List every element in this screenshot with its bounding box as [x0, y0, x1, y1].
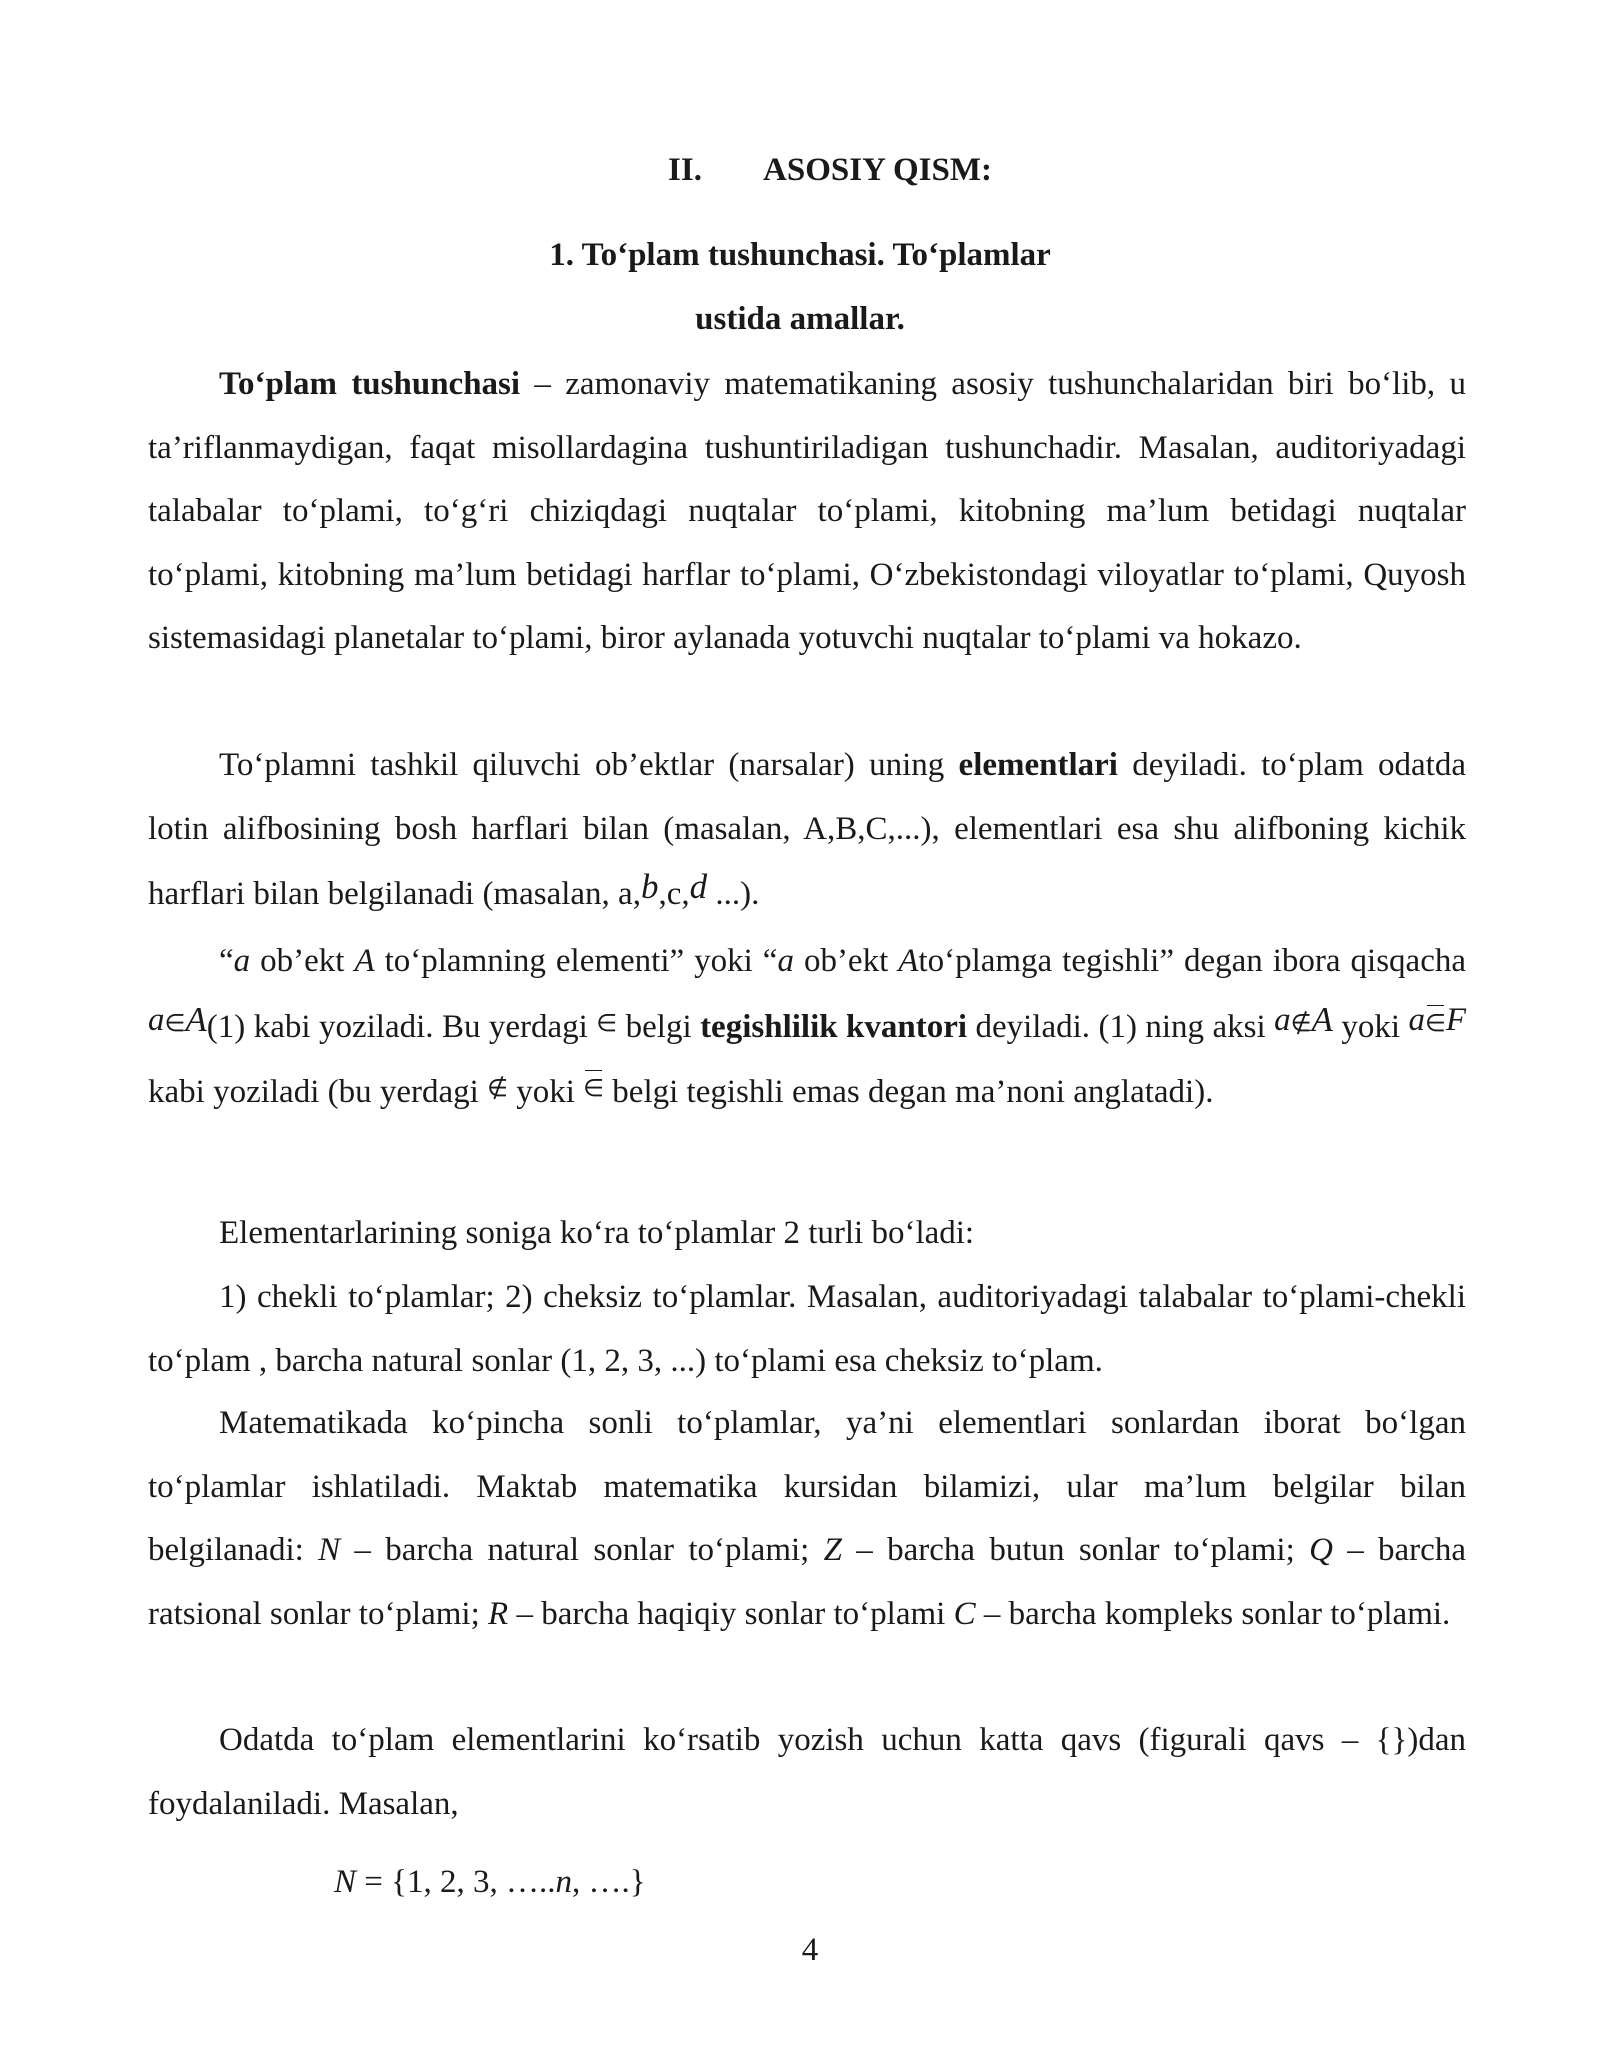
subsection-title-line2: ustida amallar. — [695, 301, 905, 337]
paragraph-types: Elementarlarining soniga ko‘ra to‘plamlar 2 turli bo‘ladi: — [219, 1215, 975, 1251]
term-set-concept: To‘plam tushunchasi — [219, 366, 521, 402]
term-membership-quantifier: tegishlilik kvantori — [700, 1008, 968, 1045]
formula-not-in-bar: a∈F — [1408, 1001, 1467, 1038]
element-of-symbol: ∈ — [596, 1008, 618, 1037]
formula-in: a∈A — [148, 999, 207, 1039]
paragraph-elements: To‘plamni tashkil qiluvchi ob’ektlar (narsalar) uning elementlari deyiladi. to‘plam odatda lotin alifbosining bosh harflari bilan (masalan, A,B,C,...), elementlari esa shu alifboning kichik harflari bilan belgilanadi (masalan, a,b,c,d ...). — [148, 747, 1466, 912]
natural-numbers-formula: N = {1, 2, 3, …..n, ….} — [334, 1864, 646, 1900]
formula-not-in: a∉A — [1274, 999, 1333, 1039]
paragraph-membership: “a ob’ekt A to‘plamning elementi” yoki “a ob’ekt Ato‘plamga tegishli” degan ibora qisqacha a∈A(1) kabi yoziladi. Bu yerdagi ∈ belgi tegishlilik kvantori deyiladi. (1) ning aksi a∉A yoki a∈F kabi yoziladi (bu yerdagi ∉ yoki ∈ belgi tegishli emas degan ma’noni anglatadi). — [148, 943, 1467, 1110]
section-number: II. — [668, 152, 702, 188]
paragraph-braces: Odatda to‘plam elementlarini ko‘rsatib yozish uchun katta qavs (figurali qavs – {})dan foydalaniladi. Masalan, — [148, 1722, 1466, 1822]
paragraph-number-sets: Matematikada ko‘pincha sonli to‘plamlar, ya’ni elementlari sonlardan iborat bo‘lgan to‘plamlar ishlatiladi. Maktab matematika kursidan bilamizi, ular ma’lum belgilar bilan belgilanadi: N – barcha natural sonlar to‘plami; Z – barcha butun sonlar to‘plami; Q – barcha ratsional sonlar to‘plami; R – barcha haqiqiy sonlar to‘plami C – barcha kompleks sonlar to‘plami. — [148, 1405, 1466, 1632]
page-number: 4 — [801, 1932, 819, 1968]
section-heading — [0, 150, 1600, 190]
section-title: ASOSIY QISM: — [763, 152, 992, 188]
term-elements: elementlari — [958, 747, 1118, 783]
subsection-title-line1: 1. To‘plam tushunchasi. To‘plamlar — [549, 237, 1051, 273]
paragraph-finite-infinite: 1) chekli to‘plamlar; 2) cheksiz to‘plamlar. Masalan, auditoriyadagi talabalar to‘plami-chekli to‘plam , barcha natural sonlar (1, 2, 3, ...) to‘plami esa cheksiz to‘plam. — [148, 1279, 1466, 1379]
paragraph-definition: To‘plam tushunchasi – zamonaviy matematikaning asosiy tushunchalaridan biri bo‘lib, u ta’riflanmaydigan, faqat misollardagina tushuntiriladigan tushunchadir. Masalan, auditoriyadagi talabalar to‘plami, to‘g‘ri chiziqdagi nuqtalar to‘plami, kitobning ma’lum betidagi nuqtalar to‘plami, kitobning ma’lum betidagi harflar to‘plami, O‘zbekistondagi viloyatlar to‘plami, Quyosh sistemasidagi planetalar to‘plami, biror aylanada yotuvchi nuqtalar to‘plami va hokazo. — [148, 366, 1466, 656]
